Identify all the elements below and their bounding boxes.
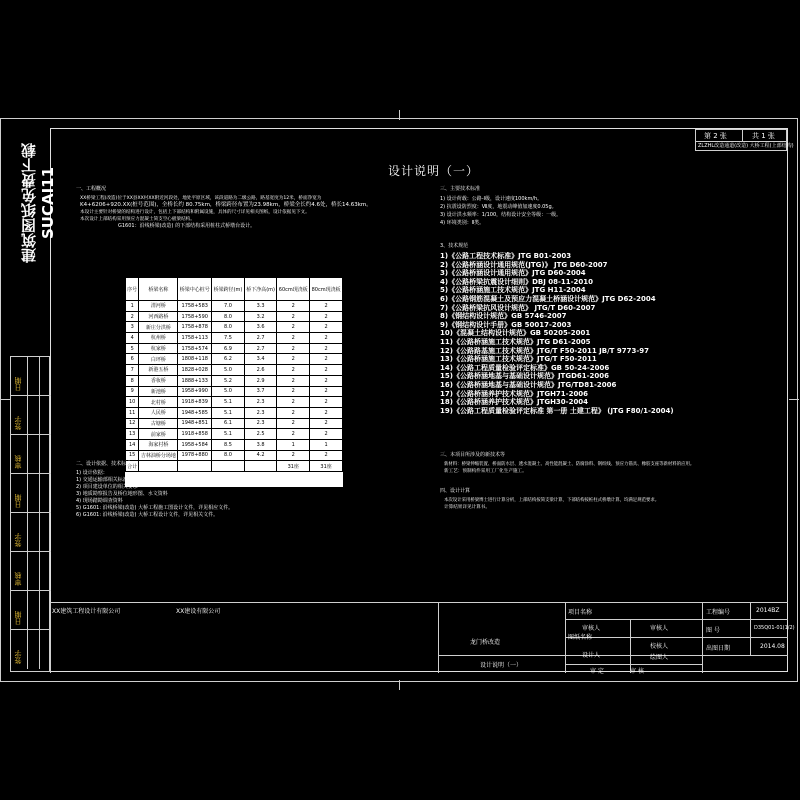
frame-tick-right	[789, 399, 799, 400]
table-cell: 2	[310, 311, 343, 322]
section-4-heading: 3、技术规范	[440, 243, 469, 249]
standard-item: 1)《公路工程技术标准》JTG B01-2003	[440, 252, 572, 260]
page-title: 设计说明（一）	[388, 164, 480, 178]
table-cell: 5.1	[212, 397, 245, 408]
table-cell: 2	[277, 418, 310, 429]
table-cell: 1918+839	[178, 397, 212, 408]
table-cell: 10	[126, 397, 139, 408]
section-2-line: 2) 项目建设单位的相关要求	[76, 484, 138, 490]
table-cell: 杭家桥	[139, 343, 178, 354]
table-cell: 2	[310, 322, 343, 333]
table-cell: 8.0	[212, 322, 245, 333]
table-header: 80cm现浇板	[310, 278, 343, 301]
table-row	[126, 407, 343, 418]
table-cell: 3.6	[244, 322, 277, 333]
table-cell: 3.2	[244, 311, 277, 322]
table-cell: 2.7	[244, 343, 277, 354]
table-cell: 6	[126, 354, 139, 365]
side-row: 签字	[11, 396, 51, 435]
table-cell: 2	[277, 311, 310, 322]
designed-by: 绘图人	[650, 654, 669, 661]
section-5-heading: 三、本项目所涉及的新技术等	[440, 452, 506, 458]
designed-label: 设计人	[582, 652, 601, 659]
table-cell: 1978+880	[178, 450, 212, 461]
section-1-heading: 一、工程概况	[76, 186, 107, 192]
table-cell: 5.0	[212, 365, 245, 376]
table-cell: 2	[277, 397, 310, 408]
section-5-line: 新工艺：预制构件采用工厂化生产施工。	[444, 469, 527, 474]
table-cell: 2	[310, 343, 343, 354]
table-cell: 1948+851	[178, 418, 212, 429]
table-cell: 2.3	[244, 418, 277, 429]
side-row: 日期	[11, 474, 51, 513]
section-1-line: G1601：沿线桥梁(改造) 的下部结构采用桩柱式桥墩台设计。	[118, 223, 256, 229]
table-cell: 1918+858	[178, 429, 212, 440]
table-cell: 吉林油桥分场地	[139, 450, 178, 461]
table-row	[126, 450, 343, 461]
table-row	[126, 354, 343, 365]
table-cell: 4.2	[244, 450, 277, 461]
table-cell: 1828+028	[178, 365, 212, 376]
frame-tick-top	[399, 110, 400, 120]
table-cell: 1758+878	[178, 322, 212, 333]
table-cell: 2	[310, 397, 343, 408]
frame-tick-left	[0, 399, 10, 400]
table-row	[126, 301, 343, 312]
total-label: 共 1 张	[752, 132, 775, 140]
table-cell: 2.7	[244, 333, 277, 344]
standard-item: 19)《公路工程质量检验评定标准 第一册 土建工程》 (JTG F80/1-2004)	[440, 406, 674, 415]
title-block	[50, 602, 795, 675]
table-cell: 8.5	[212, 439, 245, 450]
table-cell: 2	[310, 365, 343, 376]
table-cell: 2.6	[244, 365, 277, 376]
standard-item: 14)《公路工程质量检验评定标准》GB 50-24-2006	[440, 363, 610, 372]
project-number: 2014BZ	[756, 607, 780, 614]
table-cell: 2	[310, 418, 343, 429]
table-header: 60cm现浇板	[277, 278, 310, 301]
standard-item: 7)《公路桥梁抗风设计规范》 JTG/T D60-2007	[440, 303, 596, 312]
section-3-line: 3) 设计洪水频率：1/100，结构设计安全等级：一级。	[440, 212, 562, 218]
drawing-name: 设计说明（一）	[480, 662, 523, 669]
table-header: 桥梁中心桩号	[178, 278, 212, 301]
standard-item: 12)《公路路基施工技术规范》JTG/T F50-2011 JB/T 9773-97	[440, 346, 650, 355]
standard-item: 17)《公路桥涵养护技术规范》JTGH71-2006	[440, 389, 589, 398]
reviewer-label: 审 定	[590, 668, 604, 675]
drawing-number-label: 图 号	[706, 627, 720, 634]
table-cell: 5	[126, 343, 139, 354]
table-cell: 新池桥	[139, 386, 178, 397]
standard-item: 16)《公路桥涵地基与基础设计规范》JTG/TD81-2006	[440, 380, 617, 389]
table-cell: 6.1	[212, 418, 245, 429]
section-3-line: 1) 设计荷载：公路-I级，设计速度100km/h。	[440, 196, 543, 202]
table-cell: 9	[126, 386, 139, 397]
table-cell: 3.3	[244, 301, 277, 312]
table-cell: 2	[277, 429, 310, 440]
table-cell: 6.9	[212, 343, 245, 354]
table-cell: 14	[126, 439, 139, 450]
table-cell: 海家村桥	[139, 439, 178, 450]
section-6-line: 计算结果详见计算书。	[444, 505, 490, 510]
table-header: 序号	[126, 278, 139, 301]
table-cell: 前家桥	[139, 429, 178, 440]
approved-by: 审核人	[650, 625, 669, 632]
table-cell: 2	[277, 301, 310, 312]
table-cell: 人民桥	[139, 407, 178, 418]
section-5-line: 新材料：桥梁伸缩装置、桥面防水层、透水混凝土、高性能混凝土、防腐涂料、钢绞线、预应力锚具、橡胶支座等新材料的应用。	[444, 462, 695, 467]
standard-item: 4)《公路桥梁抗震设计细则》DBJ 08-11-2010	[440, 277, 594, 286]
table-cell: 8.0	[212, 311, 245, 322]
table-cell: 5.2	[212, 375, 245, 386]
standard-item: 2)《公路桥涵设计通用规范(JTG)》 JTG D60-2007	[440, 260, 608, 269]
project-line: ZLZHL改造通道(改造) 大桥工程(上部结构)	[698, 143, 794, 149]
section-1-line: K4+6206+920.XX(桩号范围)，全桥长约 80.75km，桥梁跨径布置为23.98km，桥梁全长约4.6处，桥长14.63km。	[80, 202, 372, 208]
table-cell: 白坪桥	[139, 354, 178, 365]
side-row: 签字	[11, 630, 51, 669]
section-2-line: 3) 地质勘察报告及桥位地形图、水文资料	[76, 491, 168, 497]
table-cell: 1958+584	[178, 439, 212, 450]
design-unit: XX建筑工程设计有限公司	[52, 608, 121, 615]
drawing-number: D35Q01-01(1/2)	[754, 625, 795, 631]
section-2-line: 1) 交通运输部相关标准	[76, 477, 128, 483]
table-row	[126, 439, 343, 450]
table-cell: 1758+113	[178, 333, 212, 344]
table-cell: 1948+585	[178, 407, 212, 418]
table-row	[126, 386, 343, 397]
section-6-line: 本次设计采用桥梁博士进行计算分析，上部结构按简支梁计算，下部结构按桩柱式桥墩计算，均满足规范要求。	[444, 498, 660, 503]
section-5-body	[444, 461, 734, 475]
section-2-line: 6) G1601: 沿线桥梁(改造) 大桥工程设计文件，详见相关文件。	[76, 512, 219, 518]
table-cell: 7	[126, 365, 139, 376]
table-header: 桥梁名称	[139, 278, 178, 301]
issue-date: 2014.08	[760, 643, 785, 650]
table-cell: 1888+133	[178, 375, 212, 386]
table-cell: 2	[310, 407, 343, 418]
table-cell: 2	[277, 365, 310, 376]
side-row: 日期	[11, 357, 51, 396]
table-cell: 清河桥	[139, 301, 178, 312]
standard-item: 6)《公路钢筋混凝土及预应力混凝土桥涵设计规范》JTG D62-2004	[440, 294, 656, 303]
table-cell: 3	[126, 322, 139, 333]
table-cell: 2	[277, 343, 310, 354]
table-cell: 2	[277, 333, 310, 344]
standard-item: 5)《公路桥涵施工技术规范》JTG H11-2004	[440, 286, 586, 295]
table-cell: 4	[126, 333, 139, 344]
table-cell: 2	[310, 333, 343, 344]
table-row	[126, 418, 343, 429]
standards-list	[440, 252, 730, 415]
table-cell: 13	[126, 429, 139, 440]
standard-item: 8)《钢结构设计规范》GB 5746-2007	[440, 312, 567, 321]
table-cell: 11	[126, 407, 139, 418]
checked-by: 校核人	[650, 643, 669, 650]
table-cell: 5.1	[212, 407, 245, 418]
table-cell: 北村桥	[139, 397, 178, 408]
table-cell: 2	[310, 375, 343, 386]
table-cell: 3.4	[244, 354, 277, 365]
section-2-line: 1) 设计依据：	[76, 470, 108, 476]
table-row	[126, 322, 343, 333]
table-cell: 2.3	[244, 397, 277, 408]
table-cell: 2	[310, 450, 343, 461]
table-cell: 古塘桥	[139, 418, 178, 429]
table-cell: 1758+590	[178, 311, 212, 322]
table-cell: 1758+583	[178, 301, 212, 312]
reviewer: 审 核	[630, 668, 644, 675]
sheet-label: 第 2 张	[704, 132, 727, 140]
table-cell: 合计	[126, 461, 139, 472]
table-row	[126, 429, 343, 440]
table-cell: 1	[126, 301, 139, 312]
standard-item: 10)《混凝土结构设计规范》GB 50205-2001	[440, 329, 591, 338]
table-cell: 3.7	[244, 386, 277, 397]
table-cell: 2.9	[244, 375, 277, 386]
project-name-label: 项目名称	[568, 609, 593, 616]
table-cell: 新港五桥	[139, 365, 178, 376]
table-row	[126, 397, 343, 408]
table-cell: 1958+990	[178, 386, 212, 397]
table-cell: 2	[277, 322, 310, 333]
side-row: 日期	[11, 591, 51, 630]
standard-item: 11)《公路桥涵施工技术规范》JTG D61-2005	[440, 337, 591, 346]
section-3-heading: 三、主要技术标准	[440, 186, 481, 192]
table-cell: 2.5	[244, 429, 277, 440]
section-1-line: 本设计主要针对桥梁的结构进行设计，包括上下部结构和附属设施，具体的尺寸详见相关图纸，设计依据见下文。	[80, 210, 310, 215]
section-2-line: 5) G1601: 沿线桥梁(改造) 大桥工程施工图设计文件，详见相应文件。	[76, 505, 234, 511]
bridge-table	[125, 277, 343, 487]
table-cell: 12	[126, 418, 139, 429]
table-cell: 2	[126, 311, 139, 322]
table-row	[126, 311, 343, 322]
standard-item: 13)《公路桥涵施工技术规范》JTG/T F50-2011	[440, 355, 597, 364]
table-cell: 31座	[310, 461, 343, 472]
side-row: 审核	[11, 552, 51, 591]
drawing-name-label: 图纸名称	[568, 634, 593, 641]
table-cell: 1	[277, 439, 310, 450]
table-row	[126, 333, 343, 344]
table-cell: 2	[277, 386, 310, 397]
project-number-label: 工程编号	[706, 609, 731, 616]
table-cell: 2	[277, 354, 310, 365]
table-cell: 2	[310, 386, 343, 397]
table-cell: 8	[126, 375, 139, 386]
table-cell: 2	[277, 450, 310, 461]
table-cell: 新庄分洪桥	[139, 322, 178, 333]
side-title: 建筑图纸免费下载SUCAI11	[20, 143, 57, 263]
table-cell: 2.3	[244, 407, 277, 418]
standard-item: 15)《公路桥涵地基与基础设计规范》JTGD61-2006	[440, 372, 610, 381]
side-row: 签字	[11, 513, 51, 552]
table-cell: 2	[310, 354, 343, 365]
section-3-line: 4) 环境类别：Ⅱ类。	[440, 220, 485, 226]
approved-label: 审核人	[582, 625, 601, 632]
table-cell: 7.5	[212, 333, 245, 344]
table-cell: 2	[277, 375, 310, 386]
table-cell: 2	[277, 407, 310, 418]
table-cell: 5.1	[212, 429, 245, 440]
standard-item: 18)《公路桥涵养护技术规范》JTGH30-2004	[440, 398, 589, 407]
table-cell: 7.0	[212, 301, 245, 312]
section-3-body	[440, 195, 561, 227]
issue-date-label: 出图日期	[706, 645, 731, 652]
side-signature-box	[10, 356, 50, 672]
table-cell: 31座	[277, 461, 310, 472]
section-6-heading: 四、设计计算	[440, 488, 471, 494]
section-2-heading: 二、设计依据、技术标准	[76, 461, 132, 467]
table-cell: 6.2	[212, 354, 245, 365]
table-row	[126, 375, 343, 386]
section-2-line: 4) 现场踏勘调查资料	[76, 498, 123, 504]
table-cell: 1	[310, 439, 343, 450]
table-cell: 3.8	[244, 439, 277, 450]
table-cell: 河西路桥	[139, 311, 178, 322]
side-row: 审核	[11, 435, 51, 474]
client-name: XX建设有限公司	[176, 608, 221, 615]
section-6-body	[444, 497, 734, 511]
table-cell: 2	[310, 301, 343, 312]
section-2-body	[76, 470, 233, 519]
table-cell: 15	[126, 450, 139, 461]
table-cell: 5.0	[212, 386, 245, 397]
section-3-line: 2) 抗震设防烈度：Ⅶ度，地震动峰值加速度0.05g。	[440, 204, 557, 210]
table-cell: 1758+574	[178, 343, 212, 354]
table-row	[126, 365, 343, 376]
section-1-line: XX桥梁工程(改造)位于XX县XX村XX附近河段处，地处平原区域，该段道路为二级公路，路基宽度为12米，桥面净宽为	[80, 196, 322, 201]
project-name: 龙门桥改造	[470, 639, 501, 646]
frame-tick-bottom	[399, 680, 400, 690]
table-header: 桥梁跨径(m)	[212, 278, 245, 301]
table-cell: 香妆桥	[139, 375, 178, 386]
table-cell: 杭州桥	[139, 333, 178, 344]
standard-item: 9)《钢结构设计手册》GB 50017-2003	[440, 320, 572, 329]
standard-item: 3)《公路桥涵设计通用规范》JTG D60-2004	[440, 269, 586, 278]
table-cell	[244, 461, 277, 472]
table-row	[126, 343, 343, 354]
table-cell: 2	[310, 429, 343, 440]
section-1-body	[80, 195, 410, 230]
sheet-number-box	[695, 129, 794, 151]
table-header: 桥下净高(m)	[244, 278, 277, 301]
table-cell: 8.0	[212, 450, 245, 461]
table-header-row	[126, 278, 343, 301]
table-cell: 1808+118	[178, 354, 212, 365]
section-1-line: 本次设计上部结构采用预应力混凝土简支空心板梁结构。	[80, 217, 195, 222]
